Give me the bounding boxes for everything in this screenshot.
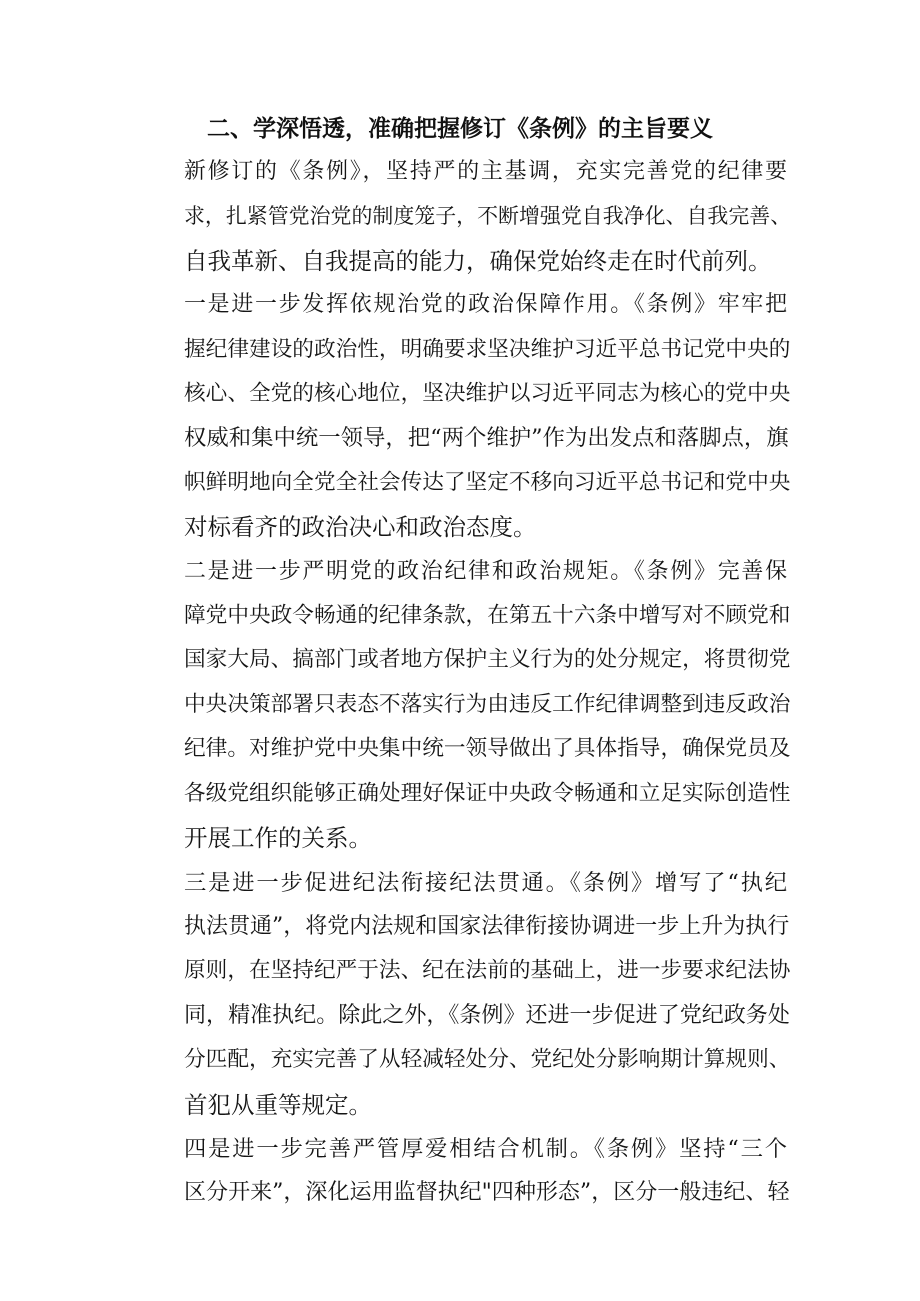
text-line: 区分开来”，深化运用监督执纪"四种形态”，区分一般违纪、轻 — [184, 1180, 790, 1206]
text-line: 帜鲜明地向全党全社会传达了坚定不移向习近平总书记和党中央 — [184, 469, 791, 495]
text-line: 求，扎紧管党治党的制度笼子，不断增强党自我净化、自我完善、 — [184, 204, 792, 229]
text-line: 四是进一步完善严管厚爱相结合机制。《条例》坚持“三个 — [184, 1135, 787, 1162]
text-line: 执法贯通”，将党内法规和国家法律衔接协调进一步上升为执行 — [184, 913, 790, 939]
text-line: 权威和集中统一领导，把“两个维护”作为出发点和落脚点，旗 — [184, 425, 789, 452]
text-line: 中央决策部署只表态不落实行为由违反工作纪律调整到违反政治 — [184, 691, 791, 717]
text-line: 一是进一步发挥依规治党的政治保障作用。《条例》牢牢把 — [184, 292, 787, 318]
text-line: 新修订的《条例》，坚持严的主基调，充实完善党的纪律要 — [184, 159, 787, 184]
text-line: 二是进一步严明党的政治纪律和政治规矩。《条例》完善保 — [184, 558, 787, 584]
text-line: 自我革新、自我提高的能力，确保党始终走在时代前列。 — [184, 246, 772, 275]
point-two-paragraph — [137, 550, 791, 861]
point-three-paragraph — [137, 861, 791, 1127]
text-line: 握纪律建设的政治性，明确要求坚决维护习近平总书记党中央的 — [184, 336, 791, 362]
text-line: 三是进一步促进纪法衔接纪法贯通。《条例》增写了“执纪 — [184, 869, 787, 896]
document-body — [137, 150, 792, 1216]
text-line: 各级党组织能够正确处理好保证中央政令畅通和立足实际创造性 — [184, 780, 791, 806]
text-line: 开展工作的关系。 — [184, 824, 372, 853]
text-line: 分匹配，充实完善了从轻减轻处分、党纪处分影响期计算规则、 — [184, 1047, 791, 1073]
point-four-paragraph — [137, 1127, 790, 1216]
point-one-paragraph — [137, 283, 791, 549]
intro-paragraph — [137, 150, 792, 283]
section-heading: 二、学深悟透，准确把握修订《条例》的主旨要义 — [207, 116, 713, 142]
text-line: 原则，在坚持纪严于法、纪在法前的基础上，进一步要求纪法协 — [184, 958, 791, 984]
text-line: 首犯从重等规定。 — [184, 1090, 372, 1119]
text-line: 纪律。对维护党中央集中统一领导做出了具体指导，确保党员及 — [184, 736, 791, 762]
text-line: 障党中央政令畅通的纪律条款，在第五十六条中增写对不顾党和 — [184, 603, 791, 629]
text-line: 对标看齐的政治决心和政治态度。 — [184, 513, 537, 542]
text-line: 国家大局、搞部门或者地方保护主义行为的处分规定，将贯彻党 — [184, 647, 791, 673]
text-line: 核心、全党的核心地位，坚决维护以习近平同志为核心的党中央 — [184, 381, 791, 407]
text-line: 同，精准执纪。除此之外，《条例》还进一步促进了党纪政务处 — [184, 1002, 790, 1028]
